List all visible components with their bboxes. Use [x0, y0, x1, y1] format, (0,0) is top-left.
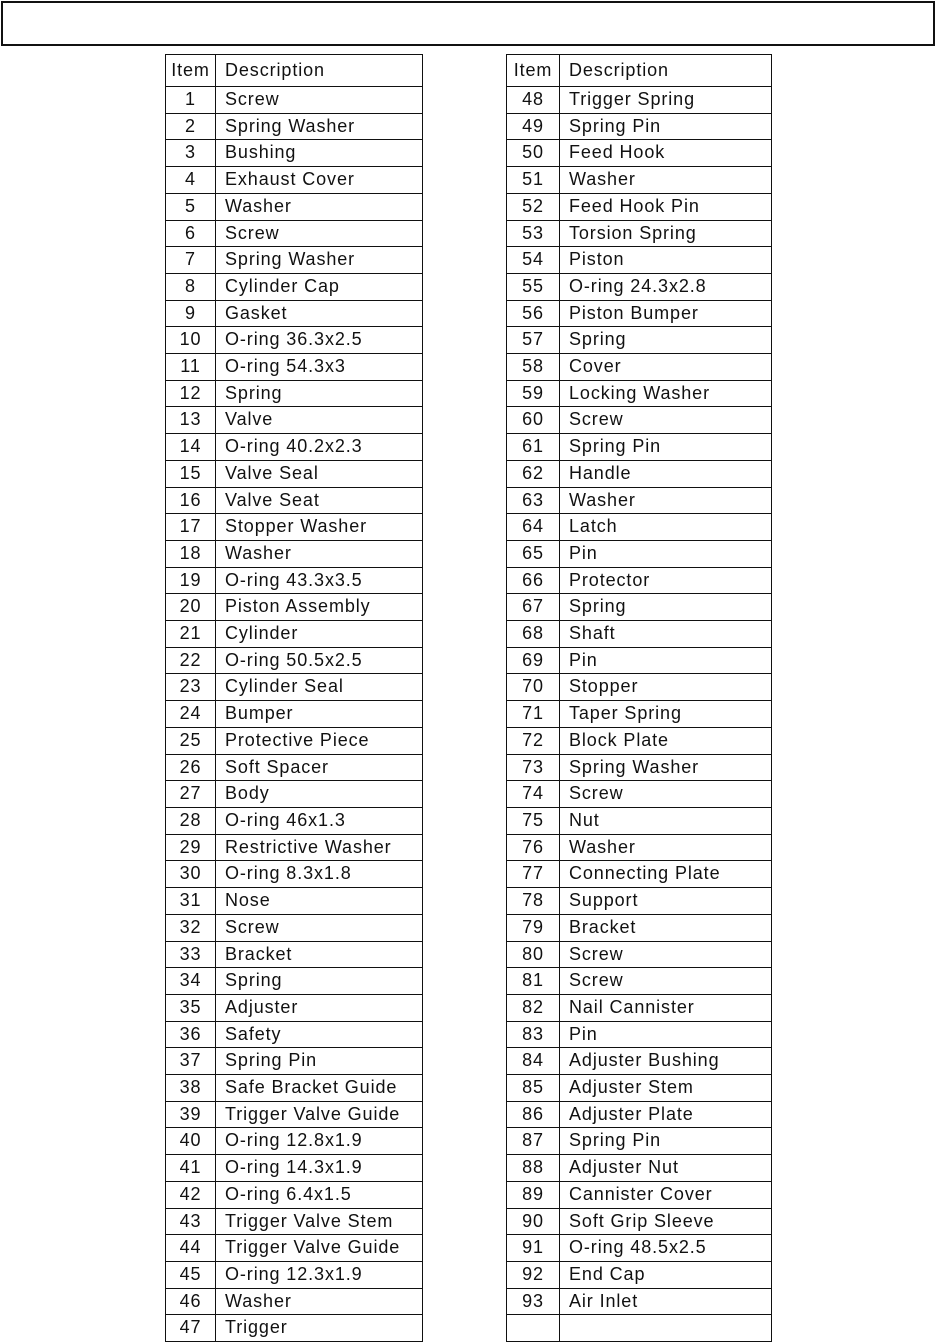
item-number-cell: 38: [166, 1075, 216, 1102]
item-number-cell: 42: [166, 1181, 216, 1208]
table-row: [507, 1021, 772, 1048]
description-cell: O-ring 6.4x1.5: [216, 1181, 423, 1208]
table-row: [507, 140, 772, 167]
description-cell: Air Inlet: [560, 1288, 772, 1315]
item-number-cell: 53: [507, 220, 560, 247]
table-row: [507, 1048, 772, 1075]
item-number-cell: 31: [166, 888, 216, 915]
description-cell: Spring Washer: [216, 247, 423, 274]
description-cell: O-ring 50.5x2.5: [216, 647, 423, 674]
description-cell: O-ring 40.2x2.3: [216, 434, 423, 461]
table-row: [166, 888, 423, 915]
table-row: [507, 1208, 772, 1235]
item-number-cell: [507, 1315, 560, 1342]
item-number-cell: 60: [507, 407, 560, 434]
table-row: [166, 807, 423, 834]
description-cell: Washer: [560, 487, 772, 514]
table-row: [166, 327, 423, 354]
description-cell: Feed Hook: [560, 140, 772, 167]
description-cell: O-ring 54.3x3: [216, 354, 423, 381]
item-number-cell: 25: [166, 727, 216, 754]
table-row: [166, 273, 423, 300]
item-number-cell: 65: [507, 540, 560, 567]
description-cell: Protective Piece: [216, 727, 423, 754]
table-row: [166, 594, 423, 621]
description-cell: O-ring 24.3x2.8: [560, 273, 772, 300]
parts-table-left: [165, 54, 423, 1342]
description-cell: Locking Washer: [560, 380, 772, 407]
table-row: [507, 380, 772, 407]
description-cell: Screw: [560, 781, 772, 808]
description-cell: Spring Pin: [560, 113, 772, 140]
description-cell: Trigger: [216, 1315, 423, 1342]
item-number-cell: 16: [166, 487, 216, 514]
table-row: [166, 407, 423, 434]
item-number-cell: 21: [166, 621, 216, 648]
table-row: [166, 914, 423, 941]
item-number-cell: 55: [507, 273, 560, 300]
table-row: [507, 621, 772, 648]
description-cell: Spring Pin: [216, 1048, 423, 1075]
item-number-cell: 67: [507, 594, 560, 621]
description-cell: Stopper: [560, 674, 772, 701]
description-cell: Safe Bracket Guide: [216, 1075, 423, 1102]
description-cell: Spring Washer: [216, 113, 423, 140]
item-number-cell: 80: [507, 941, 560, 968]
description-cell: Bumper: [216, 701, 423, 728]
item-number-cell: 64: [507, 514, 560, 541]
description-cell: Exhaust Cover: [216, 167, 423, 194]
table-row: [507, 994, 772, 1021]
table-row: [507, 1181, 772, 1208]
description-cell: Gasket: [216, 300, 423, 327]
description-cell: Spring Pin: [560, 1128, 772, 1155]
table-row: [507, 327, 772, 354]
table-row: [166, 1021, 423, 1048]
description-cell: Screw: [216, 914, 423, 941]
item-number-cell: 62: [507, 460, 560, 487]
table-row: [166, 1101, 423, 1128]
table-row: [507, 1235, 772, 1262]
description-cell: Piston: [560, 247, 772, 274]
description-cell: O-ring 14.3x1.9: [216, 1155, 423, 1182]
table-row: [507, 407, 772, 434]
table-row: [507, 834, 772, 861]
description-cell: Soft Spacer: [216, 754, 423, 781]
table-row: [166, 434, 423, 461]
table-row: [166, 701, 423, 728]
item-number-cell: 8: [166, 273, 216, 300]
parts-list-right: [507, 87, 772, 1342]
table-row: [166, 1075, 423, 1102]
description-cell: Cylinder: [216, 621, 423, 648]
description-cell: Handle: [560, 460, 772, 487]
description-cell: Torsion Spring: [560, 220, 772, 247]
item-number-cell: 71: [507, 701, 560, 728]
description-cell: Nail Cannister: [560, 994, 772, 1021]
description-cell: O-ring 36.3x2.5: [216, 327, 423, 354]
description-cell: Trigger Spring: [560, 87, 772, 114]
description-cell: Cylinder Seal: [216, 674, 423, 701]
description-cell: Connecting Plate: [560, 861, 772, 888]
table-row: [166, 754, 423, 781]
description-cell: Valve: [216, 407, 423, 434]
item-number-cell: 34: [166, 968, 216, 995]
item-number-cell: 91: [507, 1235, 560, 1262]
table-row: [166, 727, 423, 754]
table-row: [166, 781, 423, 808]
table-header-row: [166, 55, 423, 87]
description-cell: Pin: [560, 1021, 772, 1048]
description-cell: Taper Spring: [560, 701, 772, 728]
description-cell: O-ring 12.8x1.9: [216, 1128, 423, 1155]
item-number-cell: 88: [507, 1155, 560, 1182]
table-row: [507, 514, 772, 541]
item-number-cell: 52: [507, 193, 560, 220]
description-cell: Screw: [560, 941, 772, 968]
description-cell: Pin: [560, 540, 772, 567]
item-number-cell: 10: [166, 327, 216, 354]
item-number-cell: 4: [166, 167, 216, 194]
item-number-cell: 26: [166, 754, 216, 781]
item-number-cell: 23: [166, 674, 216, 701]
description-cell: Latch: [560, 514, 772, 541]
item-number-cell: 43: [166, 1208, 216, 1235]
item-number-cell: 66: [507, 567, 560, 594]
table-row: [507, 273, 772, 300]
table-row: [166, 1181, 423, 1208]
description-cell: Restrictive Washer: [216, 834, 423, 861]
description-cell: Cannister Cover: [560, 1181, 772, 1208]
table-row: [166, 487, 423, 514]
table-row: [166, 167, 423, 194]
description-cell: Screw: [560, 968, 772, 995]
table-row: [166, 514, 423, 541]
item-number-cell: 15: [166, 460, 216, 487]
description-cell: Block Plate: [560, 727, 772, 754]
item-number-cell: 14: [166, 434, 216, 461]
description-cell: Trigger Valve Guide: [216, 1101, 423, 1128]
table-row: [507, 247, 772, 274]
item-number-cell: 50: [507, 140, 560, 167]
description-cell: Piston Assembly: [216, 594, 423, 621]
item-number-cell: 61: [507, 434, 560, 461]
table-row: [507, 674, 772, 701]
item-number-cell: 3: [166, 140, 216, 167]
item-number-cell: 12: [166, 380, 216, 407]
description-cell: Spring: [216, 968, 423, 995]
table-row: [166, 968, 423, 995]
item-number-cell: 56: [507, 300, 560, 327]
item-number-cell: 1: [166, 87, 216, 114]
item-number-cell: 63: [507, 487, 560, 514]
description-cell: Spring: [216, 380, 423, 407]
item-number-cell: 19: [166, 567, 216, 594]
item-column-header: Item: [166, 55, 216, 87]
description-cell: Washer: [560, 834, 772, 861]
description-cell: Adjuster Stem: [560, 1075, 772, 1102]
table-row: [166, 1261, 423, 1288]
item-number-cell: 82: [507, 994, 560, 1021]
table-row: [507, 354, 772, 381]
table-row: [507, 567, 772, 594]
item-number-cell: 40: [166, 1128, 216, 1155]
item-number-cell: 22: [166, 647, 216, 674]
table-row: [166, 567, 423, 594]
table-row: [507, 914, 772, 941]
item-number-cell: 68: [507, 621, 560, 648]
item-number-cell: 92: [507, 1261, 560, 1288]
item-number-cell: 11: [166, 354, 216, 381]
description-cell: Screw: [216, 87, 423, 114]
item-number-cell: 13: [166, 407, 216, 434]
item-number-cell: 35: [166, 994, 216, 1021]
description-cell: O-ring 12.3x1.9: [216, 1261, 423, 1288]
table-row: [507, 1101, 772, 1128]
table-row: [507, 1261, 772, 1288]
description-cell: Washer: [560, 167, 772, 194]
table-row: [166, 1155, 423, 1182]
table-row: [507, 968, 772, 995]
item-number-cell: 5: [166, 193, 216, 220]
description-cell: Spring Pin: [560, 434, 772, 461]
description-cell: Spring: [560, 327, 772, 354]
parts-list-left: [166, 87, 423, 1342]
description-cell: Screw: [560, 407, 772, 434]
item-number-cell: 83: [507, 1021, 560, 1048]
item-number-cell: 51: [507, 167, 560, 194]
description-cell: Valve Seal: [216, 460, 423, 487]
table-row: [166, 220, 423, 247]
item-number-cell: 27: [166, 781, 216, 808]
table-row: [166, 621, 423, 648]
item-column-header: Item: [507, 55, 560, 87]
description-cell: Trigger Valve Guide: [216, 1235, 423, 1262]
description-cell: Body: [216, 781, 423, 808]
description-cell: Cover: [560, 354, 772, 381]
item-number-cell: 45: [166, 1261, 216, 1288]
item-number-cell: 41: [166, 1155, 216, 1182]
item-number-cell: 75: [507, 807, 560, 834]
item-number-cell: 39: [166, 1101, 216, 1128]
item-number-cell: 2: [166, 113, 216, 140]
table-row: [166, 861, 423, 888]
item-number-cell: 70: [507, 674, 560, 701]
table-row: [166, 647, 423, 674]
parts-table-right: [506, 54, 772, 1342]
description-cell: Adjuster Nut: [560, 1155, 772, 1182]
description-cell: Safety: [216, 1021, 423, 1048]
table-row: [166, 1315, 423, 1342]
table-row: [166, 460, 423, 487]
table-row: [166, 941, 423, 968]
table-row: [507, 1075, 772, 1102]
item-number-cell: 72: [507, 727, 560, 754]
table-row: [166, 1208, 423, 1235]
description-cell: End Cap: [560, 1261, 772, 1288]
item-number-cell: 59: [507, 380, 560, 407]
description-cell: Soft Grip Sleeve: [560, 1208, 772, 1235]
table-row: [507, 113, 772, 140]
table-row: [507, 727, 772, 754]
description-cell: Nose: [216, 888, 423, 915]
item-number-cell: 54: [507, 247, 560, 274]
description-cell: Adjuster: [216, 994, 423, 1021]
table-row: [507, 434, 772, 461]
description-cell: Spring Washer: [560, 754, 772, 781]
description-column-header: Description: [216, 55, 423, 87]
table-row: [507, 807, 772, 834]
item-number-cell: 58: [507, 354, 560, 381]
item-number-cell: 85: [507, 1075, 560, 1102]
item-number-cell: 77: [507, 861, 560, 888]
table-row: [507, 460, 772, 487]
item-number-cell: 36: [166, 1021, 216, 1048]
item-number-cell: 28: [166, 807, 216, 834]
item-number-cell: 86: [507, 1101, 560, 1128]
table-row: [166, 834, 423, 861]
item-number-cell: 87: [507, 1128, 560, 1155]
header-box: [1, 1, 935, 46]
item-number-cell: 81: [507, 968, 560, 995]
item-number-cell: 74: [507, 781, 560, 808]
description-cell: Support: [560, 888, 772, 915]
description-cell: Cylinder Cap: [216, 273, 423, 300]
table-row: [507, 487, 772, 514]
description-cell: O-ring 46x1.3: [216, 807, 423, 834]
item-number-cell: 57: [507, 327, 560, 354]
table-row: [507, 861, 772, 888]
item-number-cell: 48: [507, 87, 560, 114]
table-row: [166, 247, 423, 274]
description-cell: O-ring 43.3x3.5: [216, 567, 423, 594]
table-row: [507, 300, 772, 327]
description-cell: Protector: [560, 567, 772, 594]
table-row: [166, 380, 423, 407]
table-row: [507, 220, 772, 247]
description-cell: Bushing: [216, 140, 423, 167]
description-cell: Stopper Washer: [216, 514, 423, 541]
description-cell: Spring: [560, 594, 772, 621]
item-number-cell: 49: [507, 113, 560, 140]
table-row: [507, 87, 772, 114]
item-number-cell: 46: [166, 1288, 216, 1315]
description-column-header: Description: [560, 55, 772, 87]
item-number-cell: 7: [166, 247, 216, 274]
description-cell: O-ring 48.5x2.5: [560, 1235, 772, 1262]
table-row: [166, 140, 423, 167]
item-number-cell: 93: [507, 1288, 560, 1315]
item-number-cell: 90: [507, 1208, 560, 1235]
table-row: [507, 167, 772, 194]
table-row: [507, 941, 772, 968]
item-number-cell: 24: [166, 701, 216, 728]
item-number-cell: 29: [166, 834, 216, 861]
table-row: [507, 754, 772, 781]
table-row: [166, 540, 423, 567]
item-number-cell: 84: [507, 1048, 560, 1075]
item-number-cell: 33: [166, 941, 216, 968]
description-cell: Washer: [216, 540, 423, 567]
description-cell: O-ring 8.3x1.8: [216, 861, 423, 888]
item-number-cell: 78: [507, 888, 560, 915]
table-row: [166, 1048, 423, 1075]
item-number-cell: 76: [507, 834, 560, 861]
table-row: [166, 1128, 423, 1155]
table-row: [507, 193, 772, 220]
table-row: [507, 1128, 772, 1155]
table-row: [507, 781, 772, 808]
item-number-cell: 79: [507, 914, 560, 941]
table-row: [507, 594, 772, 621]
table-row: [507, 1288, 772, 1315]
item-number-cell: 9: [166, 300, 216, 327]
item-number-cell: 44: [166, 1235, 216, 1262]
item-number-cell: 30: [166, 861, 216, 888]
item-number-cell: 20: [166, 594, 216, 621]
table-row: [166, 1235, 423, 1262]
description-cell: Feed Hook Pin: [560, 193, 772, 220]
description-cell: Nut: [560, 807, 772, 834]
table-row: [507, 888, 772, 915]
table-row: [166, 674, 423, 701]
table-row: [507, 701, 772, 728]
item-number-cell: 6: [166, 220, 216, 247]
table-row: [507, 647, 772, 674]
item-number-cell: 18: [166, 540, 216, 567]
table-row: [166, 354, 423, 381]
description-cell: Adjuster Bushing: [560, 1048, 772, 1075]
table-row: [166, 113, 423, 140]
table-row: [166, 87, 423, 114]
description-cell: Shaft: [560, 621, 772, 648]
description-cell: Adjuster Plate: [560, 1101, 772, 1128]
description-cell: Pin: [560, 647, 772, 674]
item-number-cell: 89: [507, 1181, 560, 1208]
item-number-cell: 32: [166, 914, 216, 941]
table-row: [166, 994, 423, 1021]
description-cell: Valve Seat: [216, 487, 423, 514]
description-cell: [560, 1315, 772, 1342]
description-cell: Bracket: [216, 941, 423, 968]
description-cell: Trigger Valve Stem: [216, 1208, 423, 1235]
table-row: [166, 300, 423, 327]
table-row: [166, 1288, 423, 1315]
description-cell: Washer: [216, 1288, 423, 1315]
table-row: [166, 193, 423, 220]
item-number-cell: 73: [507, 754, 560, 781]
item-number-cell: 47: [166, 1315, 216, 1342]
item-number-cell: 37: [166, 1048, 216, 1075]
description-cell: Washer: [216, 193, 423, 220]
table-row: [507, 1315, 772, 1342]
description-cell: Bracket: [560, 914, 772, 941]
table-header-row: [507, 55, 772, 87]
description-cell: Screw: [216, 220, 423, 247]
table-row: [507, 540, 772, 567]
item-number-cell: 69: [507, 647, 560, 674]
item-number-cell: 17: [166, 514, 216, 541]
table-row: [507, 1155, 772, 1182]
description-cell: Piston Bumper: [560, 300, 772, 327]
